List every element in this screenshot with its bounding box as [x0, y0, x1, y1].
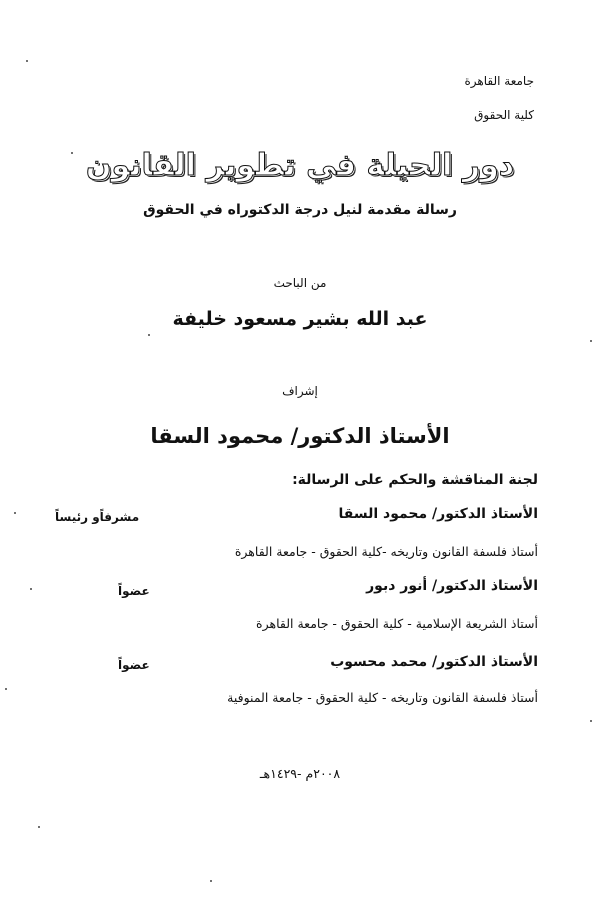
- scan-speck: [210, 880, 212, 882]
- committee-member-2-name: الأستاذ الدكتور/ أنور دبور: [366, 578, 538, 594]
- university-name: جامعة القاهرة: [464, 74, 534, 88]
- scan-speck: [26, 60, 28, 62]
- scan-speck: [14, 512, 16, 514]
- committee-member-1-description: أستاذ فلسفة القانون وتاريخه -كلية الحقوق - جامعة القاهرة: [234, 544, 538, 559]
- supervisor-name: الأستاذ الدكتور/ محمود السقا: [150, 424, 450, 448]
- researcher-label: من الباحث: [273, 276, 327, 290]
- committee-member-3-name: الأستاذ الدكتور/ محمد محسوب: [330, 654, 538, 670]
- scan-speck: [590, 720, 592, 722]
- committee-member-2-description: أستاذ الشريعة الإسلامية - كلية الحقوق - جامعة القاهرة: [256, 616, 538, 631]
- committee-member-3-role: عضواً: [118, 658, 150, 672]
- committee-member-1-role: مشرفاًو رئيساً: [55, 510, 140, 524]
- scan-speck: [590, 340, 592, 342]
- committee-member-1-name: الأستاذ الدكتور/ محمود السقا: [338, 506, 538, 522]
- committee-member-2-role: عضواً: [118, 584, 150, 598]
- date-line: ٢٠٠٨م -١٤٢٩هـ: [259, 766, 341, 781]
- committee-member-3-description: أستاذ فلسفة القانون وتاريخه - كلية الحقوق - جامعة المنوفية: [227, 690, 538, 705]
- thesis-title: دور الحيلة في تطوير القانون: [85, 148, 515, 183]
- committee-heading: لجنة المناقشة والحكم على الرسالة:: [292, 472, 538, 488]
- supervision-label: إشراف: [282, 384, 318, 398]
- scan-speck: [71, 152, 73, 154]
- thesis-subtitle: رسالة مقدمة لنيل درجة الدكتوراه في الحقوق: [143, 202, 457, 218]
- researcher-name: عبد الله بشير مسعود خليفة: [172, 308, 428, 330]
- faculty-name: كلية الحقوق: [474, 108, 534, 122]
- scan-speck: [30, 588, 32, 590]
- scan-speck: [5, 688, 7, 690]
- scan-speck: [38, 826, 40, 828]
- scan-speck: [148, 334, 150, 336]
